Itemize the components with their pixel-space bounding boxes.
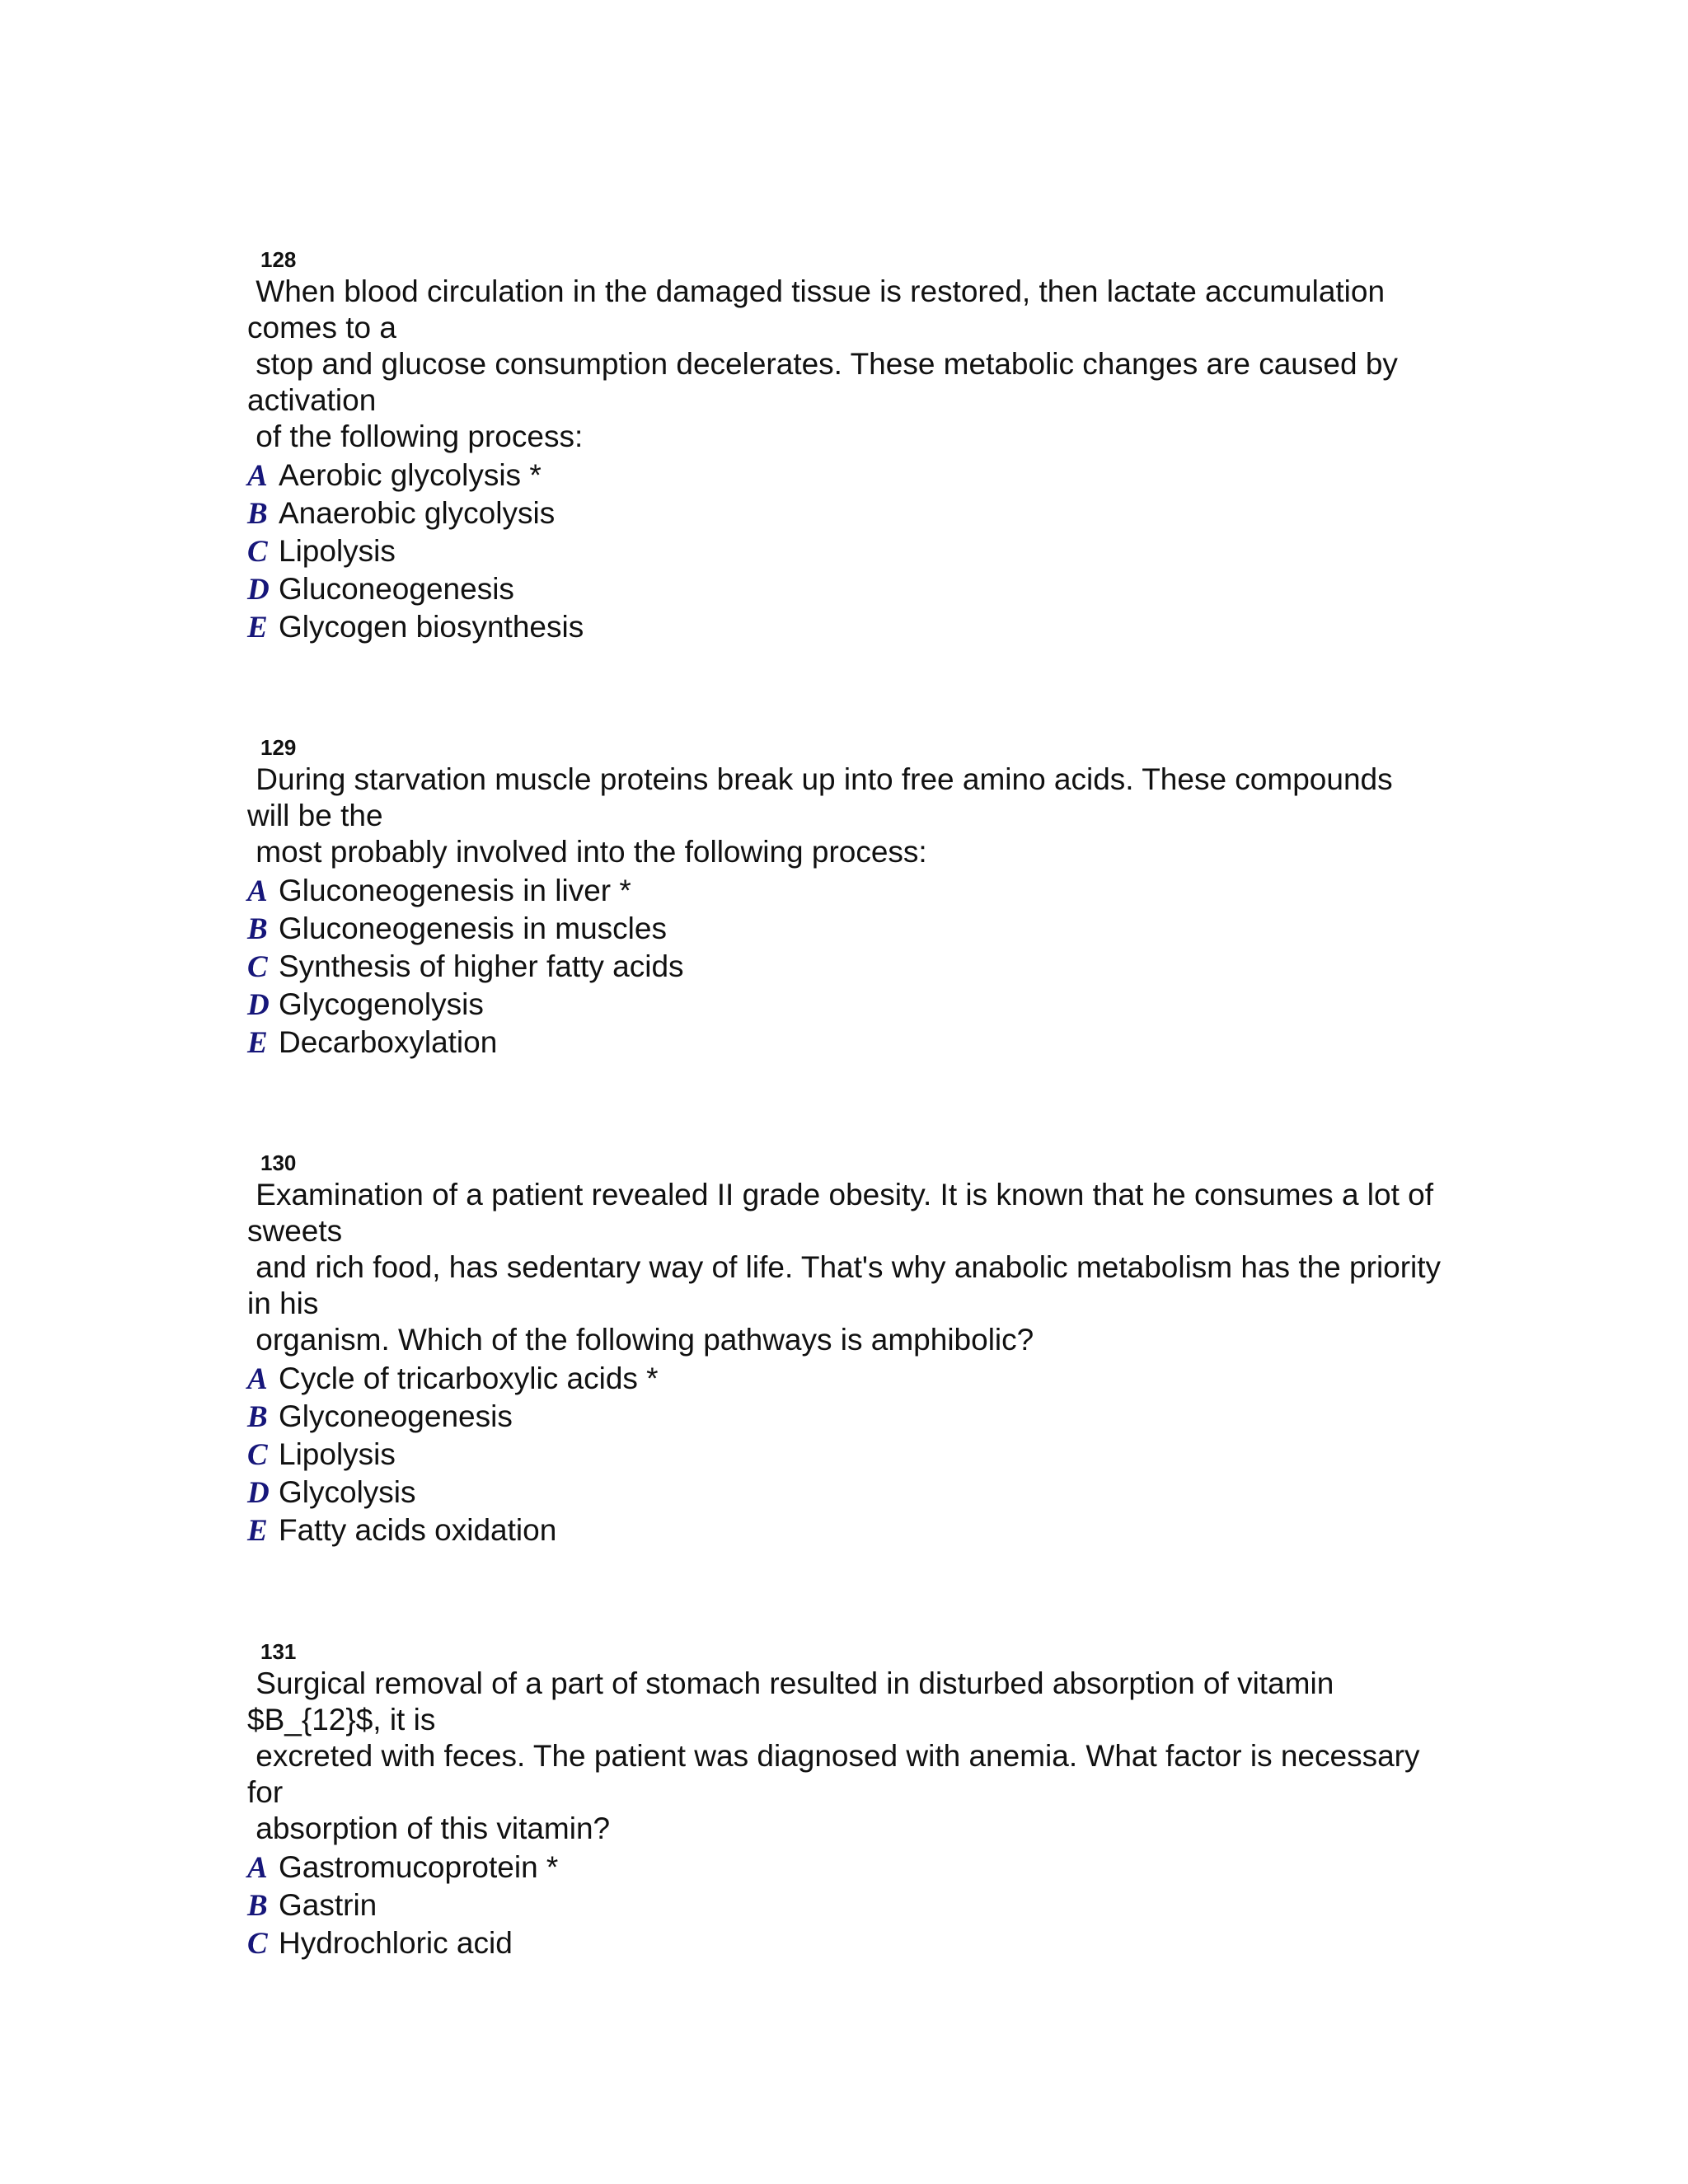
question-number: 131: [260, 1639, 297, 1664]
question-block: [247, 246, 1467, 646]
option-letter: B: [247, 1400, 268, 1434]
answer-option: [247, 1511, 1467, 1549]
question-stem: [247, 1666, 1467, 1847]
option-text: Lipolysis: [279, 1437, 396, 1471]
option-text: Gluconeogenesis in liver *: [279, 874, 631, 907]
answer-option: [247, 532, 1467, 570]
option-letter: E: [247, 611, 268, 644]
answer-option: [247, 1398, 1467, 1436]
option-letter: A: [247, 1362, 268, 1396]
stem-line: most probably involved into the following process:: [247, 835, 927, 869]
option-letter: E: [247, 1514, 268, 1548]
option-text: Synthesis of higher fatty acids: [279, 949, 684, 983]
stem-line: will be the: [247, 799, 383, 832]
answer-options: [247, 1360, 1467, 1549]
stem-line: for: [247, 1775, 284, 1809]
option-text: Glyconeogenesis: [279, 1399, 513, 1433]
option-text: Fatty acids oxidation: [279, 1513, 557, 1547]
stem-line: activation: [247, 383, 377, 417]
option-letter: D: [247, 1476, 270, 1510]
option-text: Aerobic glycolysis *: [279, 458, 542, 492]
answer-option: [247, 457, 1467, 494]
question-block: [247, 1149, 1467, 1549]
question-number: 128: [260, 247, 297, 272]
option-letter: A: [247, 1851, 268, 1885]
answer-option: [247, 1886, 1467, 1924]
option-letter: A: [247, 874, 268, 908]
option-letter: D: [247, 988, 270, 1022]
stem-line: stop and glucose consumption decelerates. These metabolic changes are caused by: [247, 347, 1398, 381]
option-text: Gastromucoprotein *: [279, 1850, 559, 1884]
stem-line: in his: [247, 1286, 319, 1320]
stem-line: Surgical removal of a part of stomach resulted in disturbed absorption of vitamin: [247, 1666, 1334, 1700]
answer-option: [247, 1360, 1467, 1398]
stem-line: When blood circulation in the damaged tissue is restored, then lactate accumulation: [247, 274, 1386, 308]
answer-options: [247, 1849, 1467, 1962]
option-text: Glycogenolysis: [279, 987, 484, 1021]
stem-line: sweets: [247, 1214, 343, 1248]
option-text: Lipolysis: [279, 534, 396, 568]
answer-option: [247, 1474, 1467, 1511]
option-text: Anaerobic glycolysis: [279, 496, 556, 530]
question-number: 129: [260, 735, 297, 760]
option-text: Glycolysis: [279, 1475, 416, 1509]
option-letter: B: [247, 912, 268, 946]
option-text: Gluconeogenesis in muscles: [279, 912, 667, 945]
answer-option: [247, 570, 1467, 608]
question-stem: [247, 762, 1467, 870]
option-text: Gastrin: [279, 1888, 377, 1922]
answer-option: [247, 872, 1467, 910]
option-letter: B: [247, 497, 268, 531]
question-stem: [247, 1177, 1467, 1358]
question-stem: [247, 274, 1467, 455]
stem-line: During starvation muscle proteins break up into free amino acids. These compounds: [247, 762, 1393, 796]
option-letter: D: [247, 573, 270, 607]
answer-options: [247, 457, 1467, 646]
option-letter: E: [247, 1026, 268, 1060]
option-letter: C: [247, 1927, 268, 1961]
stem-line: comes to a: [247, 311, 396, 344]
stem-line: of the following process:: [247, 419, 584, 453]
stem-line: organism. Which of the following pathways is amphibolic?: [247, 1323, 1034, 1357]
option-letter: C: [247, 535, 268, 569]
answer-option: [247, 910, 1467, 948]
stem-line: absorption of this vitamin?: [247, 1811, 611, 1845]
answer-option: [247, 1024, 1467, 1062]
answer-option: [247, 1436, 1467, 1474]
answer-options: [247, 872, 1467, 1062]
stem-line: excreted with feces. The patient was diagnosed with anemia. What factor is necessary: [247, 1739, 1420, 1773]
option-letter: C: [247, 950, 268, 984]
question-block: [247, 733, 1467, 1062]
option-text: Gluconeogenesis: [279, 572, 514, 606]
question-number: 130: [260, 1151, 297, 1175]
stem-line: and rich food, has sedentary way of life. That's why anabolic metabolism has the priority: [247, 1250, 1442, 1284]
stem-line: Examination of a patient revealed II grade obesity. It is known that he consumes a lot of: [247, 1178, 1434, 1212]
question-block: [247, 1638, 1467, 1962]
answer-option: [247, 1924, 1467, 1962]
option-letter: C: [247, 1438, 268, 1472]
answer-option: [247, 948, 1467, 986]
option-letter: A: [247, 459, 268, 493]
option-letter: B: [247, 1889, 268, 1923]
option-text: Decarboxylation: [279, 1025, 498, 1059]
option-text: Glycogen biosynthesis: [279, 610, 584, 644]
option-text: Hydrochloric acid: [279, 1926, 513, 1960]
answer-option: [247, 986, 1467, 1024]
answer-option: [247, 1849, 1467, 1886]
answer-option: [247, 494, 1467, 532]
answer-option: [247, 608, 1467, 646]
stem-line: $B_{12}$, it is: [247, 1703, 436, 1736]
option-text: Cycle of tricarboxylic acids *: [279, 1361, 659, 1395]
